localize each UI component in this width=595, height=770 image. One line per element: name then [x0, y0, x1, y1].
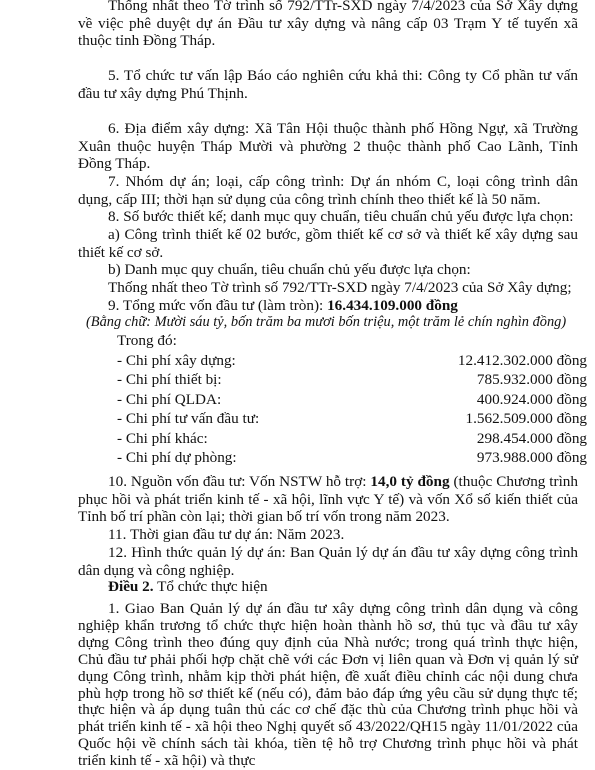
cost-row — [117, 391, 587, 409]
paragraph-9 — [78, 297, 578, 315]
total-investment-in-words: (Bằng chữ: Mười sáu tỷ, bốn trăm ba mươi bốn triệu, một trăm lẻ chín nghìn đồng) — [86, 314, 567, 330]
funding-source-text: 10. Nguồn vốn đầu tư: Vốn NSTW hỗ trợ: — [108, 473, 371, 490]
cost-amount: 1.562.509.000 đồng — [465, 410, 587, 427]
paragraph-7: 7. Nhóm dự án; loại, cấp công trình: Dự án nhóm C, loại công trình dân dụng, cấp III; thời hạn sử dụng của công trình chính theo thiết kế là 50 năm. — [78, 173, 578, 208]
cost-label: - Chi phí dự phòng: — [117, 449, 237, 466]
cost-amount: 785.932.000 đồng — [476, 371, 587, 388]
paragraph-8a: a) Công trình thiết kế 02 bước, gồm thiết kế cơ sở và thiết kế xây dựng sau thiết kế cơ sở. — [78, 226, 578, 261]
paragraph-12: 12. Hình thức quản lý dự án: Ban Quản lý dự án đầu tư xây dựng công trình dân dụng và công nghiệp. — [78, 544, 578, 579]
total-investment-amount: 16.434.109.000 đồng — [327, 297, 458, 314]
cost-row — [117, 352, 587, 370]
article-2-title: Tổ chức thực hiện — [153, 578, 268, 595]
paragraph-10 — [78, 473, 578, 526]
cost-row — [117, 371, 587, 389]
article-2-label: Điều 2. — [108, 578, 154, 595]
cost-row — [117, 430, 587, 448]
cost-amount: 973.988.000 đồng — [476, 449, 587, 466]
cost-label: - Chi phí khác: — [117, 430, 208, 447]
cost-label: - Chi phí tư vấn đầu tư: — [117, 410, 260, 427]
cost-label: - Chi phí thiết bị: — [117, 371, 222, 388]
funding-source-text-rest: (thuộc Chương trình phục hồi và phát triển kinh tế - xã hội, lĩnh vực Y tế) và vốn Xổ số kiến thiết của Tỉnh bố trí phần còn lại; thời gian bố trí vốn trong năm 2023. — [78, 473, 578, 526]
cost-row — [117, 410, 587, 428]
total-investment-label: 9. Tổng mức vốn đầu tư (làm tròn): — [108, 297, 328, 314]
paragraph-8: 8. Số bước thiết kế; danh mục quy chuẩn, tiêu chuẩn chủ yếu được lựa chọn: — [108, 208, 574, 225]
article-2-paragraph-1: 1. Giao Ban Quản lý dự án đầu tư xây dựng công trình dân dụng và công nghiệp khẩn trương tổ chức thực hiện hoàn thành hồ sơ, thủ tục và đầu tư xây dựng Công trình theo đúng quy định của Nhà nước; trong quá trình thực hiện, Chủ đầu tư phải phối hợp chặt chẽ với các Đơn vị liên quan và Đơn vị quản lý sử dụng Công trình, nhằm kịp thời phát hiện, đề xuất điều chỉnh các nội dung chưa phù hợp trong hồ sơ thiết kế (nếu có), đảm bảo đáp ứng yêu cầu sử dụng thực tế; thực hiện và áp dụng tuân thủ các cơ chế đặc thù của Chương trình phục hồi và phát triển kinh tế - xã hội theo Nghị quyết số 43/2022/QH15 ngày 11/01/2022 của Quốc hội về chính sách tài khóa, tiền tệ hỗ trợ Chương trình phục hồi và phát triển kinh tế - xã hội) và thực — [78, 600, 578, 770]
cost-row — [117, 449, 587, 467]
cost-label: - Chi phí xây dựng: — [117, 352, 236, 369]
paragraph-8b-text: Thống nhất theo Tờ trình số 792/TTr-SXD ngày 7/4/2023 của Sở Xây dựng; — [108, 279, 572, 296]
paragraph-6: 6. Địa điểm xây dựng: Xã Tân Hội thuộc thành phố Hồng Ngự, xã Trường Xuân thuộc huyện Tháp Mười và phường 2 thuộc thành phố Cao Lãnh, Tỉnh Đồng Tháp. — [78, 120, 578, 173]
cost-amount: 12.412.302.000 đồng — [457, 352, 587, 369]
paragraph-11: 11. Thời gian đầu tư dự án: Năm 2023. — [108, 526, 345, 543]
paragraph-4-continued: Thống nhất theo Tờ trình số 792/TTr-SXD ngày 7/4/2023 của Sở Xây dựng về việc phê duyệt dự án Đầu tư xây dựng và nâng cấp 03 Trạm Y tế tuyến xã thuộc tỉnh Đồng Tháp. — [78, 0, 578, 50]
cost-amount: 298.454.000 đồng — [476, 430, 587, 447]
article-2-heading — [78, 578, 578, 596]
paragraph-5: 5. Tổ chức tư vấn lập Báo cáo nghiên cứu khả thi: Công ty Cổ phần tư vấn đầu tư xây dựng Phú Thịnh. — [78, 67, 578, 102]
cost-breakdown-heading: Trong đó: — [117, 332, 177, 349]
cost-label: - Chi phí QLDA: — [117, 391, 222, 408]
funding-source-amount: 14,0 tỷ đồng — [370, 473, 450, 490]
cost-amount: 400.924.000 đồng — [476, 391, 587, 408]
paragraph-8b: b) Danh mục quy chuẩn, tiêu chuẩn chủ yếu được lựa chọn: — [108, 261, 471, 278]
